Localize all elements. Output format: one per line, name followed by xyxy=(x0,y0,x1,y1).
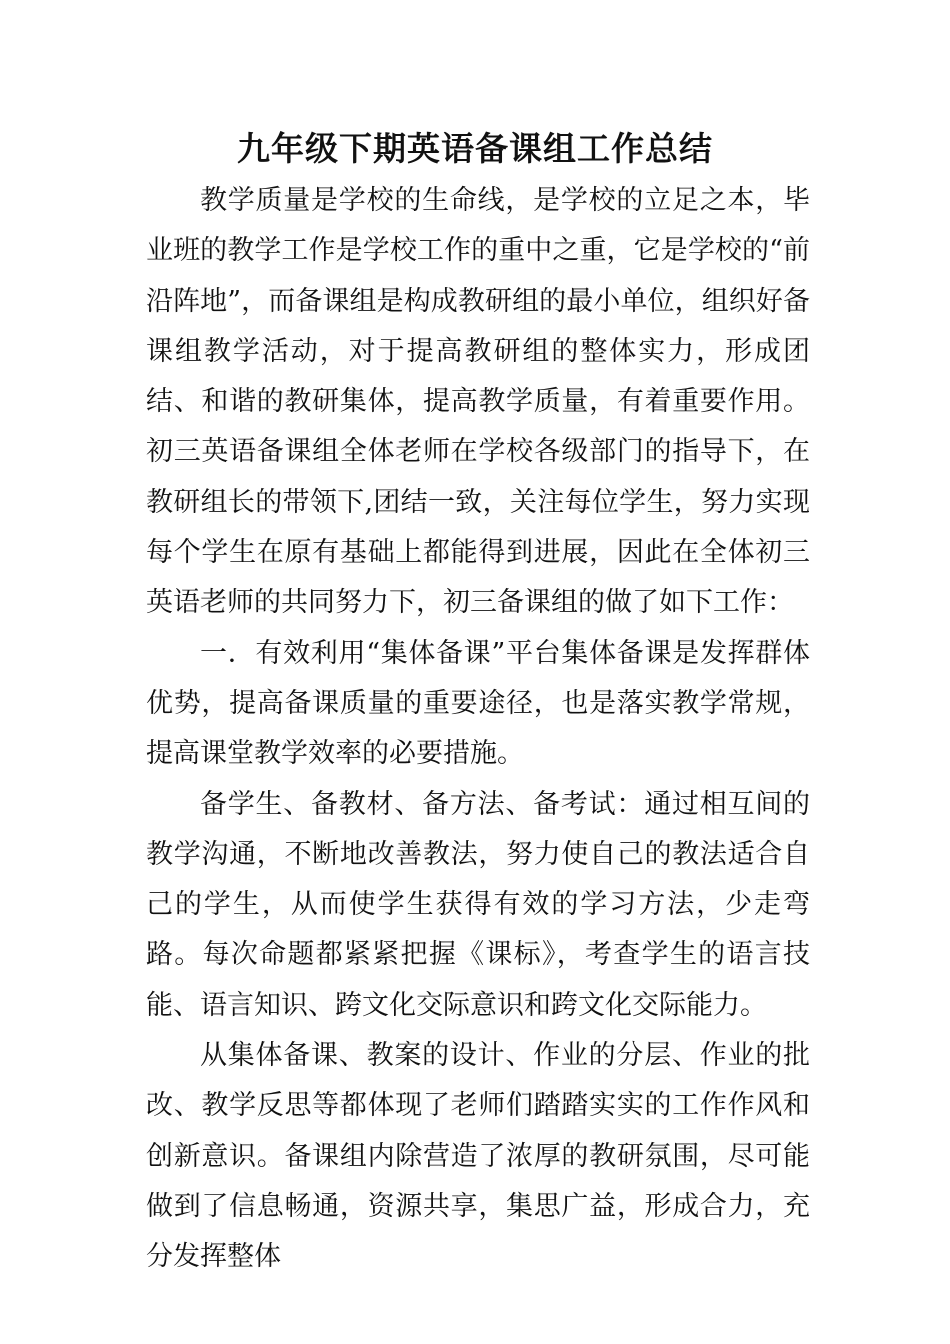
paragraph-collective-work: 从集体备课、教案的设计、作业的分层、作业的批改、教学反思等都体现了老师们踏踏实实的工作作风和创新意识。备课组内除营造了浓厚的教研氛围，尽可能做到了信息畅通，资源共享，集思广益，形成合力，充分发挥整体 xyxy=(146,1040,810,1273)
document-title: 九年级下期英语备课组工作总结 xyxy=(237,129,713,168)
paragraph-section-one: 一．有效利用“集体备课”平台集体备课是发挥群体优势，提高备课质量的重要途径，也是落实教学常规，提高课堂教学效率的必要措施。 xyxy=(146,637,810,770)
paragraph-preparation: 备学生、备教材、备方法、备考试：通过相互间的教学沟通，不断地改善教法，努力使自己的教法适合自己的学生，从而使学生获得有效的学习方法，少走弯路。每次命题都紧紧把握《课标》，考查学生的语言技能、语言知识、跨文化交际意识和跨文化交际能力。 xyxy=(146,788,810,1021)
document-body xyxy=(146,176,810,1283)
paragraph-intro: 教学质量是学校的生命线，是学校的立足之本，毕业班的教学工作是学校工作的重中之重，它是学校的“前沿阵地”，而备课组是构成教研组的最小单位，组织好备课组教学活动，对于提高教研组的整体实力，形成团结、和谐的教研集体，提高教学质量，有着重要作用。初三英语备课组全体老师在学校各级部门的指导下，在教研组长的带领下,团结一致，关注每位学生，努力实现每个学生在原有基础上都能得到进展，因此在全体初三英语老师的共同努力下，初三备课组的做了如下工作： xyxy=(146,185,810,619)
